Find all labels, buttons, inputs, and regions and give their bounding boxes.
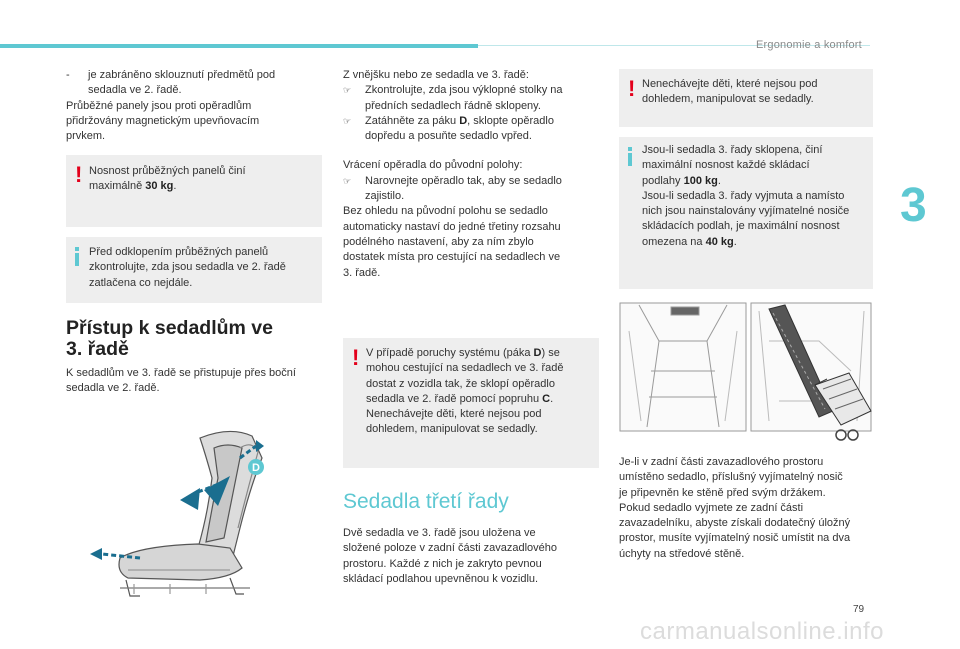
- warning-box-load: [66, 155, 322, 227]
- info-text: zkontrolujte, zda jsou sedadla ve 2. řadě: [89, 261, 286, 274]
- watermark: carmanualsonline.info: [640, 618, 884, 645]
- warning-text: dohledem, manipulovat se sedadly.: [642, 93, 814, 106]
- warning-text: Nenechávejte děti, které nejsou pod: [366, 408, 542, 421]
- paragraph-line: automaticky nastaví do jedné třetiny rozsahu: [343, 220, 561, 233]
- bullet-item: [343, 114, 603, 129]
- warning-text: Nenechávejte děti, které nejsou pod: [642, 78, 818, 90]
- paragraph-line: Průběžné panely jsou proti opěradlům: [66, 99, 252, 112]
- bullet-item: [343, 83, 603, 98]
- dash-item-text: sedadla ve 2. řadě.: [88, 84, 182, 97]
- paragraph-line: prostor, musíte vyjímatelný nosič umístit na dva: [619, 532, 851, 545]
- paragraph-line: Dvě sedadla ve 3. řadě jsou uložena ve: [343, 527, 536, 539]
- warning-text: maximálně 30 kg.: [89, 180, 177, 193]
- bullet-text: dopředu a posuňte sedadlo vpřed.: [365, 130, 532, 143]
- pointing-hand-icon: ☞: [343, 85, 352, 96]
- paragraph-line: úchyty na středové stěně.: [619, 547, 745, 560]
- warning-text: mohou cestující na sedadlech ve 3. řadě: [366, 362, 564, 375]
- paragraph-line: Je-li v zadní části zavazadlového prostoru: [619, 456, 824, 468]
- info-text: Jsou-li sedadla 3. řady vyjmuta a namísto: [642, 189, 845, 202]
- arrow-icon: [180, 488, 200, 510]
- warning-icon: !: [75, 162, 83, 187]
- page-number: 79: [853, 604, 865, 615]
- paragraph-line: přidržovány magnetickým upevňovacím: [66, 114, 260, 127]
- warning-text: Nosnost průběžných panelů činí: [89, 165, 246, 177]
- paragraph-line: Z vnějšku nebo ze sedadla ve 3. řadě:: [343, 69, 529, 81]
- paragraph-line: podélného nastavení, aby za ním zbylo: [343, 235, 534, 248]
- info-text: omezena na 40 kg.: [642, 235, 737, 248]
- bullet-text: předních sedadlech řádně sklopeny.: [365, 99, 541, 112]
- paragraph-line: Vrácení opěradla do původní polohy:: [343, 159, 523, 172]
- paragraph-line: prvkem.: [66, 130, 106, 143]
- warning-icon: !: [628, 76, 636, 101]
- info-box-capacity: [619, 137, 873, 289]
- dash-item-text: je zabráněno sklouznutí předmětů pod: [88, 69, 276, 81]
- warning-text: dostat z vozidla tak, že sklopí opěradlo: [366, 377, 555, 390]
- paragraph-line: prostoru. Každé z nich je zakryto pevnou: [343, 557, 542, 570]
- pointing-hand-icon: ☞: [343, 175, 352, 186]
- paragraph-line: 3. řadě.: [343, 266, 381, 279]
- info-text: maximální nosnost každé skládací: [642, 159, 810, 172]
- third-row-paragraph: [343, 526, 603, 587]
- paragraph-line: složené poloze v zadní části zavazadlového: [343, 542, 558, 555]
- paragraph-line: sedadla ve 2. řadě.: [66, 382, 160, 395]
- section-title: Ergonomie a komfort: [756, 39, 862, 51]
- bullet-text: Narovnejte opěradlo tak, aby se sedadlo: [365, 174, 562, 187]
- bullet-item: [343, 174, 603, 189]
- info-text: Před odklopením průběžných panelů: [89, 246, 269, 258]
- figure-label-d: D: [252, 462, 260, 474]
- bullet-text: Zatáhněte za páku D, sklopte opěradlo: [365, 114, 554, 127]
- seat-illustration: [80, 418, 320, 608]
- info-icon: [628, 147, 634, 166]
- paragraph-line: umístěno sedadlo, příslušný vyjímatelný nosič: [619, 471, 843, 484]
- chapter-number: 3: [900, 179, 927, 232]
- info-icon: [75, 247, 81, 266]
- access-paragraph: [66, 366, 326, 397]
- trunk-illustration: [619, 301, 873, 449]
- bullet-text: Zkontrolujte, zda jsou výklopné stolky na: [365, 84, 563, 97]
- warning-box-children: [619, 69, 873, 127]
- paragraph-line: Bez ohledu na původní polohu se sedadlo: [343, 205, 548, 218]
- dash-item: [66, 68, 324, 83]
- arrow-icon: [90, 548, 102, 560]
- paragraph-line: Pokud sedadlo vyjmete ze zadní části: [619, 501, 804, 514]
- dash-marker: -: [66, 69, 70, 81]
- info-text: Jsou-li sedadla 3. řady sklopena, činí: [642, 144, 823, 156]
- warning-text: V případě poruchy systému (páka D) se: [366, 347, 560, 359]
- heading-third-row-seats: Sedadla třetí řady: [343, 490, 509, 513]
- bullet-text: zajistilo.: [365, 190, 405, 203]
- arrow-icon: [256, 440, 264, 452]
- column-3-paragraph: [619, 455, 877, 562]
- warning-box-failure: [343, 338, 599, 468]
- paragraph-line: zavazadelníku, abyste získali dodatečný úložný: [619, 517, 851, 530]
- header-accent-bar: [0, 44, 478, 48]
- column-2: [343, 68, 603, 281]
- info-text: nich jsou nainstalovány vyjímatelné nosiče: [642, 205, 850, 218]
- paragraph-line: skládací podlahou upevněnou k vozidlu.: [343, 572, 539, 585]
- paragraph-line: dostatek místa pro cestující na sedadlech ve: [343, 251, 561, 264]
- pointing-hand-icon: ☞: [343, 115, 352, 126]
- warning-icon: !: [352, 345, 360, 370]
- warning-text: dohledem, manipulovat se sedadly.: [366, 423, 538, 436]
- warning-text: sedadla ve 2. řadě pomocí popruhu C.: [366, 392, 554, 405]
- info-text: zatlačena co nejdále.: [89, 276, 193, 289]
- info-text: skládacích podlah, je maximální nosnost: [642, 220, 840, 233]
- info-text: podlahy 100 kg.: [642, 174, 721, 187]
- column-1: [66, 68, 324, 144]
- info-box-panels: [66, 237, 322, 303]
- paragraph-line: K sedadlům ve 3. řadě se přistupuje přes boční: [66, 367, 296, 379]
- heading-third-row-access: Přístup k sedadlům ve 3. řadě: [66, 317, 273, 360]
- paragraph-line: je připevněn ke stěně před svým držákem.: [619, 486, 826, 499]
